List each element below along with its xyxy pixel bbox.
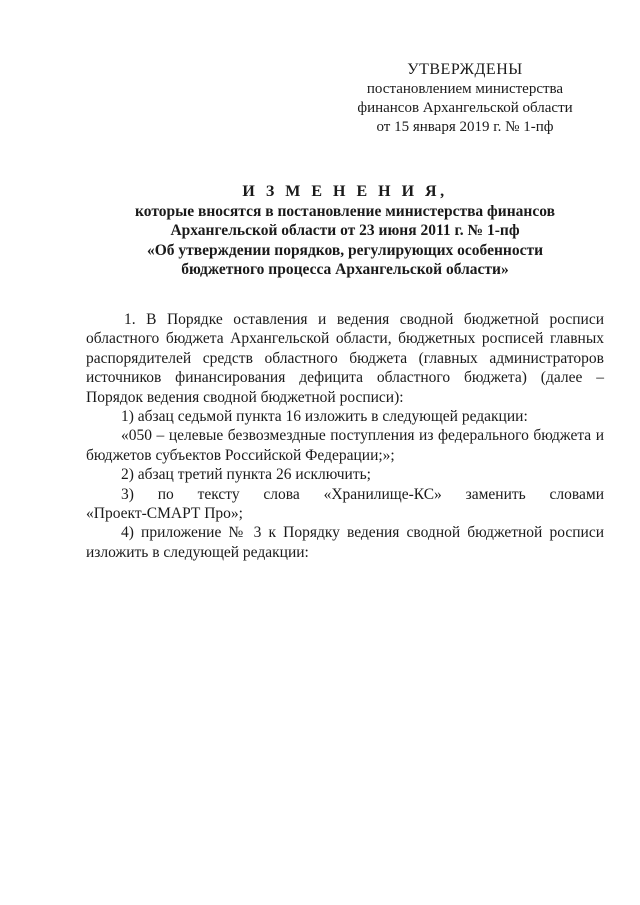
title-heading: И З М Е Н Е Н И Я, (242, 183, 448, 200)
title-line-4: бюджетного процесса Архангельской области» (181, 261, 509, 278)
approval-block (330, 60, 600, 137)
paragraph-1: 1. В Порядке оставления и ведения сводной бюджетной росписи областного бюджета Архангельской области, бюджетных росписей главных распорядителей средств областного бюджета (главных администраторов источников финансирования дефицита областного бюджета) (далее – Порядок ведения сводной бюджетной росписи): (86, 311, 604, 406)
document-title (80, 182, 610, 280)
item-3-line-2: «Проект-СМАРТ Про»; (86, 505, 243, 523)
approval-line-1: постановлением министерства (366, 81, 564, 97)
item-1-quote: «050 – целевые безвозмездные поступления из федерального бюджета и бюджетов субъектов Российской Федерации;»; (86, 427, 604, 464)
title-line-1: которые вносятся в постановление министерства финансов (135, 202, 555, 220)
approval-line-3: от 15 января 2019 г. № 1-пф (376, 119, 554, 135)
item-2: 2) абзац третий пункта 26 исключить; (121, 466, 371, 484)
item-3-line-1: 3) по тексту слова «Хранилище-КС» заменить словами (121, 485, 604, 503)
document-body (86, 310, 604, 562)
item-1: 1) абзац седьмой пункта 16 изложить в следующей редакции: (121, 408, 528, 426)
approval-line-2: финансов Архангельской области (357, 100, 573, 116)
title-line-2: Архангельской области от 23 июня 2011 г. № 1-пф (170, 222, 520, 239)
item-4: 4) приложение № 3 к Порядку ведения сводной бюджетной росписи изложить в следующей редакции: (86, 524, 604, 561)
title-line-3: «Об утверждении порядков, регулирующих особенности (146, 241, 544, 259)
approval-heading: УТВЕРЖДЕНЫ (407, 61, 523, 78)
